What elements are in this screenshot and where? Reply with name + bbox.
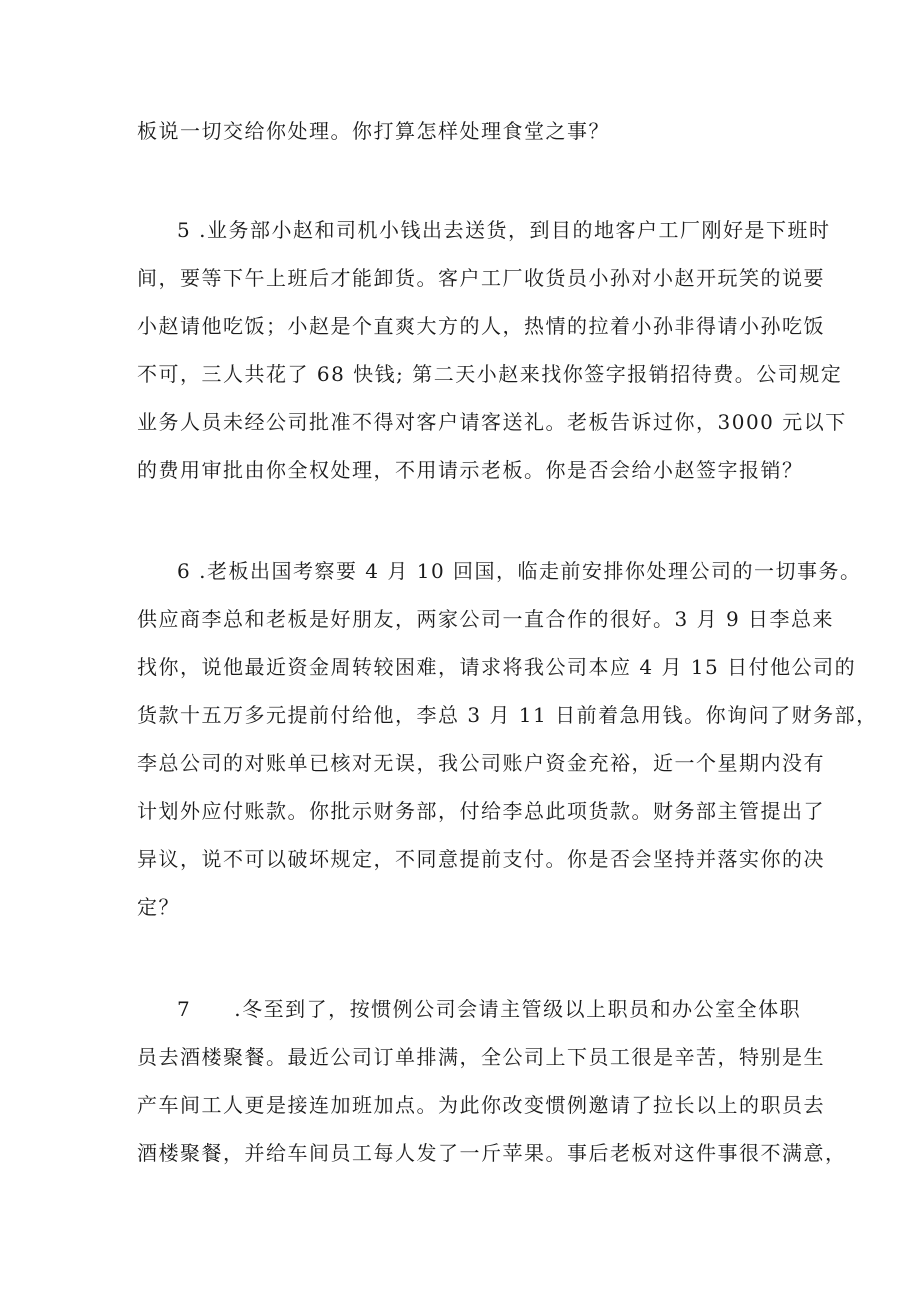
question-5-heading-line: 5 .业务部小赵和司机小钱出去送货，到目的地客户工厂刚好是下班时 [177,218,831,242]
text-line: 产车间工人更是接连加班加点。为此你改变惯例邀请了拉长以上的职员去 [137,1093,825,1117]
text-line: 计划外应付账款。你批示财务部，付给李总此项货款。财务部主管提出了 [137,799,825,823]
text-line: 酒楼聚餐，并给车间员工每人发了一斤苹果。事后老板对这件事很不满意， [137,1141,847,1165]
question-6-heading-line: 6 .老板出国考察要 4 月 10 回国，临走前安排你处理公司的一切事务。 [177,559,862,583]
text-line: 异议，说不可以破坏规定，不同意提前支付。你是否会坚持并落实你的决 [137,847,825,871]
text-line: 间，要等下午上班后才能卸货。客户工厂收货员小孙对小赵开玩笑的说要 [137,266,825,290]
text-line: 小赵请他吃饭；小赵是个直爽大方的人，热情的拉着小孙非得请小孙吃饭 [137,314,825,338]
text-line: 货款十五万多元提前付给他，李总 3 月 11 日前着急用钱。你询问了财务部， [137,703,878,727]
text-line: 不可，三人共花了 68 快钱; 第二天小赵来找你签字报销招待费。公司规定 [137,362,843,386]
text-line: 定？ [137,895,180,919]
text-line: 李总公司的对账单已核对无误，我公司账户资金充裕，近一个星期内没有 [137,751,825,775]
text-line: 业务人员未经公司批准不得对客户请客送礼。老板告诉过你，3000 元以下 [137,410,847,434]
text-line: 板说一切交给你处理。你打算怎样处理食堂之事？ [137,119,610,143]
text-line: 的费用审批由你全权处理，不用请示老板。你是否会给小赵签字报销？ [137,458,804,482]
text-line: 供应商李总和老板是好朋友，两家公司一直合作的很好。3 月 9 日李总来 [137,607,835,631]
text-line: 员去酒楼聚餐。最近公司订单排满，全公司上下员工很是辛苦，特别是生 [137,1045,825,1069]
text-line: 找你，说他最近资金周转较困难，请求将我公司本应 4 月 15 日付他公司的 [137,655,857,679]
question-7-heading-line: 7 .冬至到了，按惯例公司会请主管级以上职员和办公室全体职 [177,997,802,1021]
